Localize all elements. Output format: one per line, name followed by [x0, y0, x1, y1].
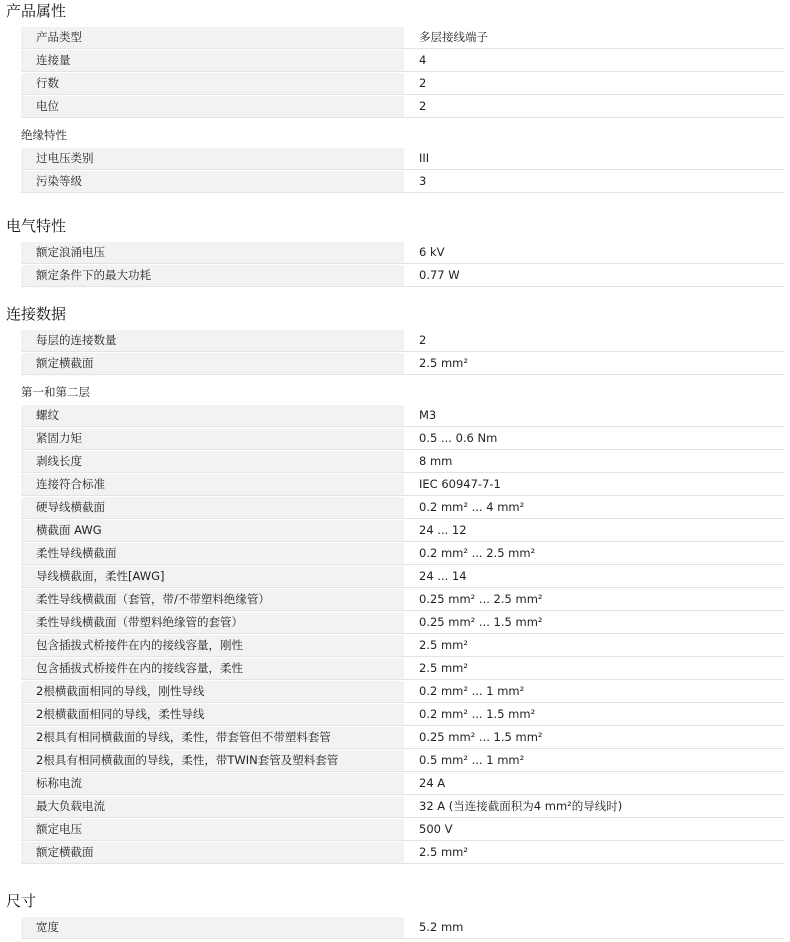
spec-value: 24 ... 14	[404, 566, 784, 587]
section-title: 产品属性	[6, 2, 67, 20]
spec-label: 产品类型	[21, 27, 404, 48]
spec-label: 额定条件下的最大功耗	[21, 265, 404, 286]
spec-row	[21, 704, 784, 726]
spec-value: IEC 60947-7-1	[404, 474, 784, 495]
spec-label: 剥线长度	[21, 451, 404, 472]
spec-label: 螺纹	[21, 405, 404, 426]
spec-row	[21, 497, 784, 519]
spec-value: 6 kV	[404, 242, 784, 263]
spec-row	[21, 681, 784, 703]
spec-value: 3	[404, 171, 784, 192]
spec-row	[21, 73, 784, 95]
spec-label: 紧固力矩	[21, 428, 404, 449]
spec-value: 0.77 W	[404, 265, 784, 286]
spec-value: 2.5 mm²	[404, 658, 784, 679]
spec-value: 24 A	[404, 773, 784, 794]
section-title: 尺寸	[6, 892, 37, 910]
spec-row	[21, 171, 784, 193]
spec-label: 包含插拔式桥接件在内的接线容量，柔性	[21, 658, 404, 679]
spec-row	[21, 330, 784, 352]
spec-row	[21, 353, 784, 375]
spec-value: M3	[404, 405, 784, 426]
spec-label: 2根横截面相同的导线，柔性导线	[21, 704, 404, 725]
spec-value: 8 mm	[404, 451, 784, 472]
spec-row	[21, 658, 784, 680]
spec-row	[21, 796, 784, 818]
spec-row	[21, 242, 784, 264]
spec-label: 额定浪涌电压	[21, 242, 404, 263]
spec-label: 柔性导线横截面（带塑料绝缘管的套管）	[21, 612, 404, 633]
spec-row	[21, 773, 784, 795]
spec-label: 包含插拔式桥接件在内的接线容量，刚性	[21, 635, 404, 656]
spec-label: 柔性导线横截面	[21, 543, 404, 564]
spec-row	[21, 635, 784, 657]
spec-value: 0.2 mm² ... 1.5 mm²	[404, 704, 784, 725]
spec-label: 连接符合标准	[21, 474, 404, 495]
spec-value: 0.5 mm² ... 1 mm²	[404, 750, 784, 771]
spec-value: 24 ... 12	[404, 520, 784, 541]
spec-label: 2根具有相同横截面的导线，柔性，带套管但不带塑料套管	[21, 727, 404, 748]
spec-value: 500 V	[404, 819, 784, 840]
spec-row	[21, 842, 784, 864]
spec-row	[21, 566, 784, 588]
spec-value: III	[404, 148, 784, 169]
spec-row	[21, 543, 784, 565]
group-subtitle: 第一和第二层	[21, 385, 90, 399]
spec-row	[21, 589, 784, 611]
spec-row	[21, 819, 784, 841]
spec-value: 2.5 mm²	[404, 842, 784, 863]
spec-row	[21, 727, 784, 749]
spec-label: 额定电压	[21, 819, 404, 840]
spec-row	[21, 265, 784, 287]
spec-value: 0.25 mm² ... 1.5 mm²	[404, 727, 784, 748]
spec-label: 2根横截面相同的导线，刚性导线	[21, 681, 404, 702]
spec-value: 0.25 mm² ... 1.5 mm²	[404, 612, 784, 633]
spec-value: 5.2 mm	[404, 917, 784, 938]
spec-row	[21, 917, 784, 939]
spec-value: 0.25 mm² ... 2.5 mm²	[404, 589, 784, 610]
spec-row	[21, 428, 784, 450]
spec-value: 2.5 mm²	[404, 353, 784, 374]
spec-value: 4	[404, 50, 784, 71]
spec-value: 多层接线端子	[404, 27, 784, 48]
spec-value: 2	[404, 330, 784, 351]
spec-label: 连接量	[21, 50, 404, 71]
spec-row	[21, 96, 784, 118]
spec-row	[21, 612, 784, 634]
spec-value: 2	[404, 73, 784, 94]
spec-value: 32 A (当连接截面积为4 mm²的导线时)	[404, 796, 784, 817]
spec-value: 0.2 mm² ... 4 mm²	[404, 497, 784, 518]
spec-row	[21, 474, 784, 496]
spec-row	[21, 148, 784, 170]
spec-label: 额定横截面	[21, 353, 404, 374]
spec-label: 标称电流	[21, 773, 404, 794]
spec-value: 2	[404, 96, 784, 117]
spec-label: 额定横截面	[21, 842, 404, 863]
spec-label: 导线横截面，柔性[AWG]	[21, 566, 404, 587]
spec-label: 每层的连接数量	[21, 330, 404, 351]
spec-value: 0.2 mm² ... 1 mm²	[404, 681, 784, 702]
spec-row	[21, 50, 784, 72]
spec-value: 0.2 mm² ... 2.5 mm²	[404, 543, 784, 564]
section-title: 连接数据	[6, 305, 67, 323]
spec-label: 柔性导线横截面（套管，带/不带塑料绝缘管）	[21, 589, 404, 610]
spec-label: 污染等级	[21, 171, 404, 192]
spec-row	[21, 451, 784, 473]
spec-label: 2根具有相同横截面的导线，柔性，带TWIN套管及塑料套管	[21, 750, 404, 771]
spec-row	[21, 27, 784, 49]
group-subtitle: 绝缘特性	[21, 128, 67, 142]
spec-label: 过电压类别	[21, 148, 404, 169]
spec-row	[21, 405, 784, 427]
spec-label: 横截面 AWG	[21, 520, 404, 541]
spec-row	[21, 520, 784, 542]
spec-row	[21, 750, 784, 772]
spec-label: 硬导线横截面	[21, 497, 404, 518]
spec-value: 0.5 ... 0.6 Nm	[404, 428, 784, 449]
spec-label: 行数	[21, 73, 404, 94]
spec-label: 最大负载电流	[21, 796, 404, 817]
spec-label: 宽度	[21, 917, 404, 938]
spec-value: 2.5 mm²	[404, 635, 784, 656]
spec-label: 电位	[21, 96, 404, 117]
section-title: 电气特性	[6, 217, 67, 235]
